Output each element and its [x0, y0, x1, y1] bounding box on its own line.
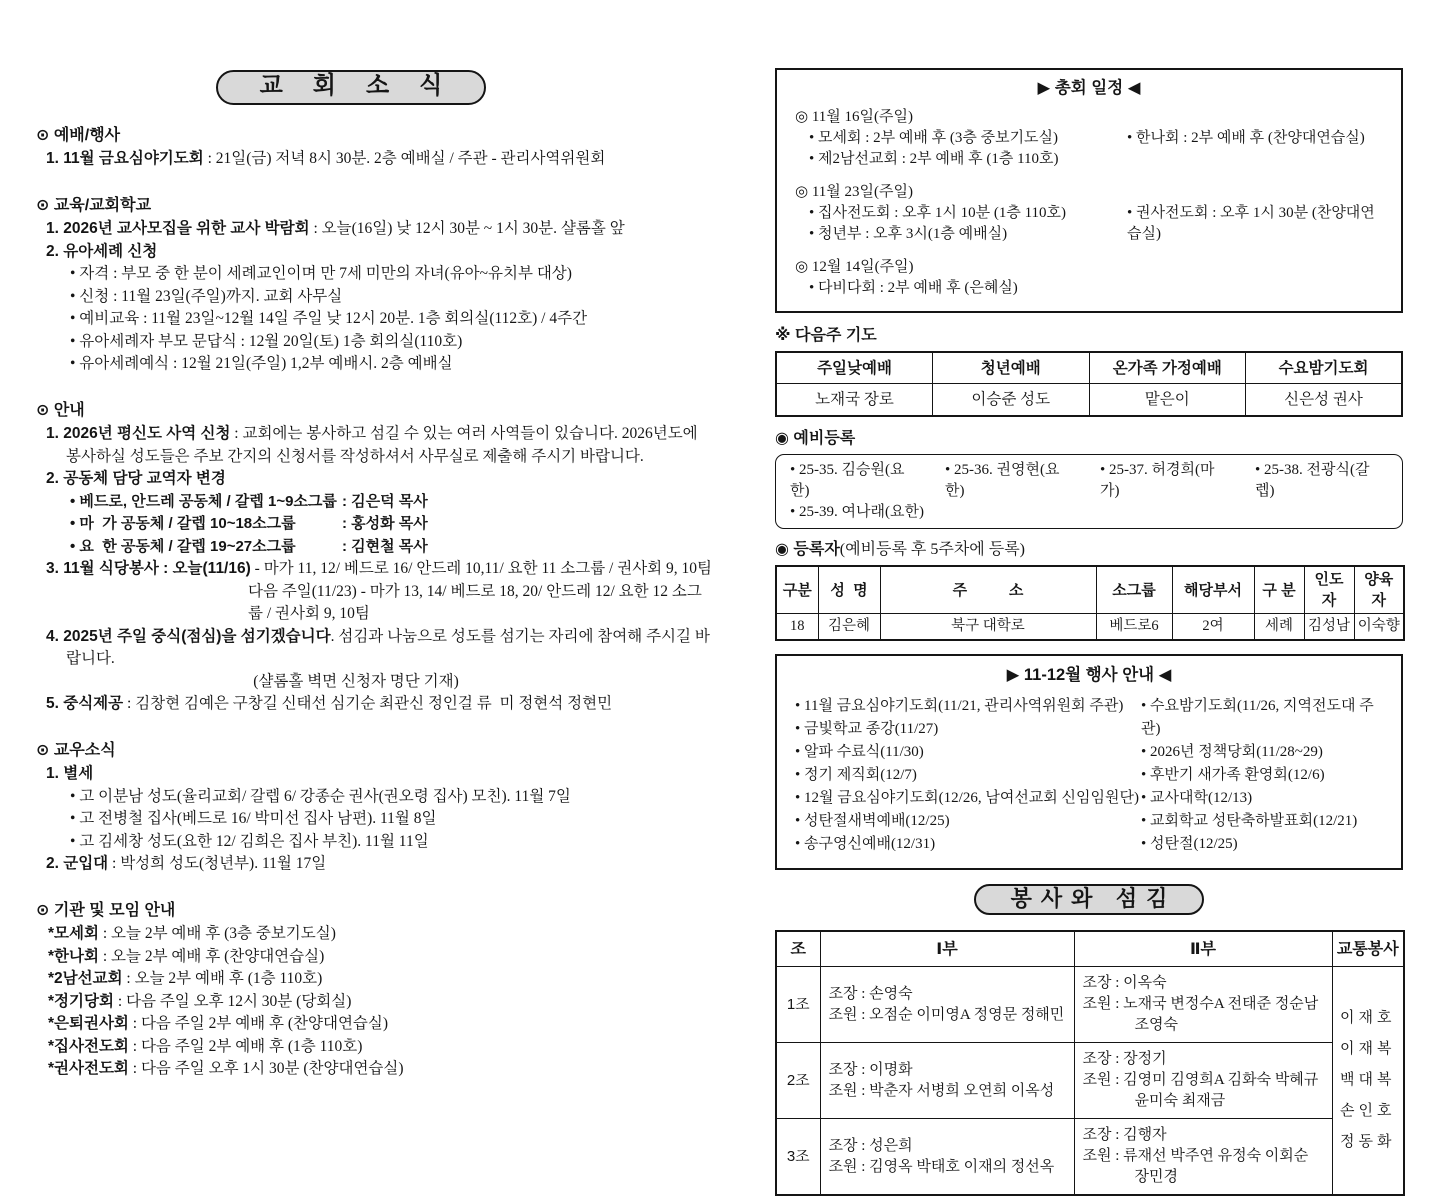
column-header: Ⅰ부: [820, 931, 1074, 967]
item-detail: : 교회에는 봉사하고 섬길 수 있는 여러 사역들이 있습니다. 2026년도에 봉사하실 성도들은 주보 간지의 신청서를 작성하셔서 사무실로 제출해 주시기 바랍니다.: [66, 425, 702, 465]
assembly-item: • 모세회 : 2부 예배 후 (3층 중보기도실): [809, 130, 1059, 146]
service-table: [775, 930, 1405, 1196]
news-item: [46, 468, 716, 491]
registrants-table: [775, 565, 1405, 641]
section-heading: ⊙ 교우소식: [36, 741, 116, 759]
registrant-cell: 김은혜: [818, 614, 880, 641]
pastor-name: : 김은덕 목사: [342, 492, 428, 510]
part1-cell: [820, 1119, 1074, 1196]
next-week-prayer-table: [775, 351, 1403, 417]
table-header-row: [776, 352, 1402, 384]
column-header: 양육자: [1354, 566, 1404, 614]
service-title: 봉사와 섬김: [974, 884, 1205, 915]
prayer-person: 신은성 권사: [1246, 384, 1403, 417]
meeting-item: [48, 1013, 716, 1036]
news-item: [46, 148, 716, 171]
church-news-title-wrap: [36, 70, 666, 105]
column-header: 교통봉사: [1332, 931, 1404, 967]
item-title: 2. 군입대: [46, 855, 109, 872]
team-members: 조원 : 노재국 변정수A 전태준 정순남: [1082, 996, 1319, 1012]
prereg-entry: • 25-35. 김승원(요한): [790, 462, 905, 499]
bullet-item: • 신청 : 11월 23일(주일)까지. 교회 사무실: [70, 287, 343, 305]
column-header: 인도자: [1304, 566, 1354, 614]
event-item: • 수요밤기도회(11/26, 지역전도대 주관): [1141, 698, 1374, 737]
item-detail: : 오늘(16일) 낮 12시 30분 ~ 1시 30분. 샬롬홀 앞: [309, 220, 625, 237]
assembly-item: • 집사전도회 : 오후 1시 10분 (1층 110호): [809, 205, 1066, 221]
news-item: [46, 853, 716, 876]
events-title: ▶ 11-12월 행사 안내 ◀: [1006, 666, 1172, 684]
meeting-detail: : 오늘 2부 예배 후 (1층 110호): [122, 970, 323, 987]
bullet-item: • 고 전병철 집사(베드로 16/ 박미선 집사 남편). 11월 8일: [70, 810, 437, 827]
registrant-cell: 이숙향: [1354, 614, 1404, 641]
assembly-date: ◎ 12월 14일(주일): [795, 259, 914, 275]
event-item: • 알파 수료식(11/30): [795, 744, 924, 760]
item-title: 2. 공동체 담당 교역자 변경: [46, 470, 226, 487]
item-continuation-centered: (샬롬홀 벽면 신청자 명단 기재): [253, 672, 459, 690]
pastor-change-row: [70, 536, 716, 559]
item-detail: : 21일(금) 저녁 8시 30분. 2층 예배실 / 주관 - 관리사역위원회: [203, 150, 606, 167]
team-members: 조원 : 오점순 이미영A 정영문 정해민: [828, 1006, 1065, 1023]
section-heading: ⊙ 교육/교회학교: [36, 196, 152, 214]
item-detail: : 박성희 성도(청년부). 11월 17일: [108, 855, 327, 872]
table-row: [776, 614, 1404, 641]
meeting-name: *한나회: [48, 947, 99, 965]
registrants-label: [775, 539, 1403, 560]
team-members: 조원 : 김영미 김영희A 김화숙 박혜규: [1082, 1072, 1319, 1088]
meeting-detail: : 다음 주일 오후 1시 30분 (찬양대연습실): [128, 1060, 404, 1077]
team-members: 조원 : 류재선 박주연 유정숙 이회순: [1082, 1148, 1309, 1164]
registrant-cell: 베드로6: [1096, 614, 1172, 641]
registrant-cell: 세례: [1254, 614, 1304, 641]
bullet-item: • 유아세례자 부모 문답식 : 12월 20일(토) 1층 회의실(110호): [70, 332, 463, 350]
traffic-volunteer: 백대복: [1340, 1072, 1396, 1088]
community-label: • 마 가 공동체 / 갈렙 10~18소그룹: [70, 515, 296, 532]
event-item: • 2026년 정책당회(11/28~29): [1141, 744, 1323, 760]
item-detail: : 김창현 김예은 구창길 신태선 심기순 최관신 정인걸 류 미 정현석 정현민: [123, 695, 613, 712]
event-item: • 후반기 새가족 환영회(12/6): [1141, 767, 1325, 783]
column-header: 해당부서: [1172, 566, 1254, 614]
meeting-item: [48, 946, 716, 969]
service-row-2: [776, 1043, 1404, 1119]
team-members: 조원 : 김영옥 박태호 이재의 정선옥: [828, 1158, 1055, 1175]
news-item: [46, 218, 716, 241]
column-header: Ⅱ부: [1074, 931, 1332, 967]
assembly-item: • 제2남선교회 : 2부 예배 후 (1층 110호): [809, 151, 1059, 167]
prereg-label: ◉ 예비등록: [775, 430, 856, 447]
item-title: 1. 별세: [46, 765, 94, 782]
community-label: • 요 한 공동체 / 갈렙 19~27소그룹: [70, 537, 296, 555]
part2-cell: [1074, 1043, 1332, 1119]
service-title-wrap: [775, 884, 1403, 915]
column-header: 구분: [776, 566, 818, 614]
assembly-date-group: [795, 107, 1383, 170]
column-header: 온가족 가정예배: [1089, 352, 1246, 384]
team-members-cont: 윤미숙 최재금: [1134, 1093, 1226, 1109]
pastor-change-row: [70, 513, 716, 536]
news-item: [46, 626, 716, 671]
section-heading: ⊙ 안내: [36, 401, 85, 419]
registrant-cell: 2여: [1172, 614, 1254, 641]
table-header-row: [776, 566, 1404, 614]
news-item: [46, 241, 716, 264]
assembly-item: • 한나회 : 2부 예배 후 (찬양대연습실): [1127, 130, 1365, 146]
service-row-1: [776, 967, 1404, 1043]
event-item: • 성탄절새벽예배(12/25): [795, 813, 950, 829]
meeting-name: *권사전도회: [48, 1060, 129, 1077]
item-title: 1. 11월 금요심야기도회: [46, 150, 204, 167]
part1-cell: [820, 967, 1074, 1043]
news-item: [46, 423, 716, 468]
item-detail: . 섬김과 나눔으로 성도를 섬기는 자리에 참여해 주시길 바랍니다.: [66, 627, 710, 667]
section-notice: [36, 400, 716, 716]
meeting-detail: : 다음 주일 2부 예배 후 (1층 110호): [128, 1037, 363, 1055]
part2-cell: [1074, 967, 1332, 1043]
meeting-item: [48, 923, 716, 946]
left-column: [36, 70, 716, 1081]
column-header: 소그룹: [1096, 566, 1172, 614]
pastor-name: : 홍성화 목사: [342, 515, 428, 532]
registrant-cell: 북구 대학로: [880, 614, 1096, 641]
team-leader: 조장 : 장정기: [1082, 1051, 1167, 1067]
event-item: • 송구영신예배(12/31): [795, 836, 936, 852]
assembly-schedule-box: [775, 68, 1403, 313]
team-leader: 조장 : 손영숙: [828, 985, 913, 1002]
item-title: 1. 2026년 평신도 사역 신청: [46, 425, 231, 442]
registrants-label-bold: ◉ 등록자: [775, 541, 840, 558]
traffic-volunteer: 정동화: [1340, 1134, 1396, 1150]
pastor-change-row: [70, 491, 716, 514]
column-header: 주일낮예배: [776, 352, 933, 384]
assembly-schedule-title: ▶ 총회 일정 ◀: [1037, 79, 1141, 97]
prayer-person: 이승준 성도: [933, 384, 1090, 417]
team-leader: 조장 : 성은희: [828, 1137, 913, 1154]
bullet-item: • 유아세례예식 : 12월 21일(주일) 1,2부 예배시. 2층 예배실: [70, 355, 453, 372]
traffic-volunteer: 이재복: [1340, 1041, 1396, 1057]
events-box: [775, 654, 1403, 870]
bullet-item: • 고 김세창 성도(요한 12/ 김희은 집사 부친). 11월 11일: [70, 832, 429, 850]
service-row-3: [776, 1119, 1404, 1196]
assembly-date-group: [795, 257, 1383, 299]
prayer-person: 맡은이: [1089, 384, 1246, 417]
registrants-label-rest: (예비등록 후 5주차에 등록): [839, 541, 1025, 558]
section-groups-meetings: [36, 900, 716, 1081]
meeting-name: *2남선교회: [48, 970, 123, 987]
traffic-service-cell: [1332, 967, 1404, 1196]
column-header: 조: [776, 931, 820, 967]
registrant-cell: 김성남: [1304, 614, 1354, 641]
news-item: [46, 763, 716, 786]
column-header: 구 분: [1254, 566, 1304, 614]
section-member-news: [36, 740, 716, 876]
meeting-detail: : 다음 주일 2부 예배 후 (찬양대연습실): [128, 1015, 389, 1032]
news-item: [46, 558, 716, 581]
item-title: 2. 유아세례 신청: [46, 242, 158, 260]
part2-cell: [1074, 1119, 1332, 1196]
assembly-item: • 권사전도회 : 오후 1시 30분 (찬양대연습실): [1127, 205, 1375, 242]
bullet-item: • 고 이분남 성도(율리교회/ 갈렙 6/ 강종순 권사(권오령 집사) 모친). 11월 7일: [70, 787, 571, 805]
item-title: 5. 중식제공: [46, 695, 124, 712]
section-heading: ⊙ 기관 및 모임 안내: [36, 901, 176, 919]
column-header: 수요밤기도회: [1246, 352, 1403, 384]
next-week-prayer-label: ※ 다음주 기도: [775, 327, 877, 344]
section-heading: ⊙ 예배/행사: [36, 126, 121, 144]
table-row: [776, 384, 1402, 417]
event-item: • 금빛학교 종강(11/27): [795, 721, 939, 737]
meeting-name: *은퇴권사회: [48, 1015, 129, 1032]
team-leader: 조장 : 이옥숙: [1082, 975, 1167, 991]
team-label: 1조: [776, 967, 820, 1043]
meeting-item: [48, 1036, 716, 1059]
team-leader: 조장 : 김행자: [1082, 1127, 1167, 1143]
prereg-entry: • 25-38. 전광식(갈렙): [1255, 462, 1370, 499]
bullet-item: • 자격 : 부모 중 한 분이 세례교인이며 만 7세 미만의 자녀(유아~유치부 대상): [70, 265, 572, 282]
prereg-box: [775, 454, 1403, 529]
team-members-cont: 장민경: [1134, 1169, 1178, 1185]
meeting-item: [48, 991, 716, 1014]
item-title: 3. 11월 식당봉사 : 오늘(11/16): [46, 560, 251, 577]
event-item: • 교회학교 성탄축하발표회(12/21): [1141, 813, 1358, 829]
team-label: 2조: [776, 1043, 820, 1119]
traffic-volunteer: 이재호: [1340, 1010, 1396, 1026]
item-title: 4. 2025년 주일 중식(점심)을 섬기겠습니다: [46, 627, 331, 645]
meeting-item: [48, 968, 716, 991]
meeting-detail: : 오늘 2부 예배 후 (3층 중보기도실): [98, 925, 336, 942]
column-header: 청년예배: [933, 352, 1090, 384]
item-detail: - 마가 11, 12/ 베드로 16/ 안드레 10,11/ 요한 11 소그룹 / 권사회 9, 10팀: [250, 560, 712, 577]
table-header-row: [776, 931, 1404, 967]
assembly-item: • 다비다회 : 2부 예배 후 (은혜실): [809, 280, 1018, 296]
event-item: • 성탄절(12/25): [1141, 836, 1238, 852]
traffic-volunteer: 손인호: [1340, 1103, 1396, 1119]
assembly-item: • 청년부 : 오후 3시(1층 예배실): [809, 226, 1008, 242]
prereg-entry: • 25-37. 허경희(마가): [1100, 462, 1215, 499]
team-members-cont: 조영숙: [1134, 1017, 1178, 1033]
item-continuation: 다음 주일(11/23) - 마가 13, 14/ 베드로 18, 20/ 안드레 12/ 요한 12 소그룹 / 권사회 9, 10팀: [248, 582, 702, 622]
news-item: [46, 693, 716, 716]
column-header: 성 명: [818, 566, 880, 614]
event-item: • 정기 제직회(12/7): [795, 767, 917, 783]
event-item: • 11월 금요심야기도회(11/21, 관리사역위원회 주관): [795, 698, 1124, 714]
assembly-date-group: [795, 182, 1383, 245]
registrant-cell: 18: [776, 614, 818, 641]
prereg-entry: • 25-39. 여나래(요한): [790, 504, 924, 520]
assembly-date: ◎ 11월 23일(주일): [795, 184, 913, 200]
section-education: [36, 195, 716, 376]
meeting-name: *집사전도회: [48, 1037, 129, 1055]
part1-cell: [820, 1043, 1074, 1119]
event-item: • 12월 금요심야기도회(12/26, 남여선교회 신임임원단): [795, 790, 1139, 806]
team-members: 조원 : 박춘자 서병희 오연희 이옥성: [828, 1082, 1055, 1099]
team-label: 3조: [776, 1119, 820, 1196]
right-column: [775, 68, 1403, 1196]
event-item: • 교사대학(12/13): [1141, 790, 1253, 806]
church-news-title: 교 회 소 식: [216, 70, 487, 105]
meeting-detail: : 오늘 2부 예배 후 (찬양대연습실): [98, 947, 325, 965]
item-title: 1. 2026년 교사모집을 위한 교사 박람회: [46, 220, 310, 237]
bullet-item: • 예비교육 : 11월 23일~12월 14일 주일 낮 12시 20분. 1층 회의실(112호) / 4주간: [70, 310, 588, 327]
meeting-name: *정기당회: [48, 992, 114, 1010]
team-leader: 조장 : 이명화: [828, 1061, 913, 1078]
section-worship-events: [36, 125, 716, 171]
prayer-person: 노재국 장로: [776, 384, 933, 417]
meeting-name: *모세회: [48, 925, 99, 942]
pastor-name: : 김현철 목사: [342, 537, 428, 555]
column-header: 주 소: [880, 566, 1096, 614]
meeting-detail: : 다음 주일 오후 12시 30분 (당회실): [113, 992, 352, 1010]
assembly-date: ◎ 11월 16일(주일): [795, 109, 913, 125]
meeting-item: [48, 1058, 716, 1081]
prereg-entry: • 25-36. 권영현(요한): [945, 462, 1060, 499]
community-label: • 베드로, 안드레 공동체 / 갈렙 1~9소그룹: [70, 492, 337, 510]
